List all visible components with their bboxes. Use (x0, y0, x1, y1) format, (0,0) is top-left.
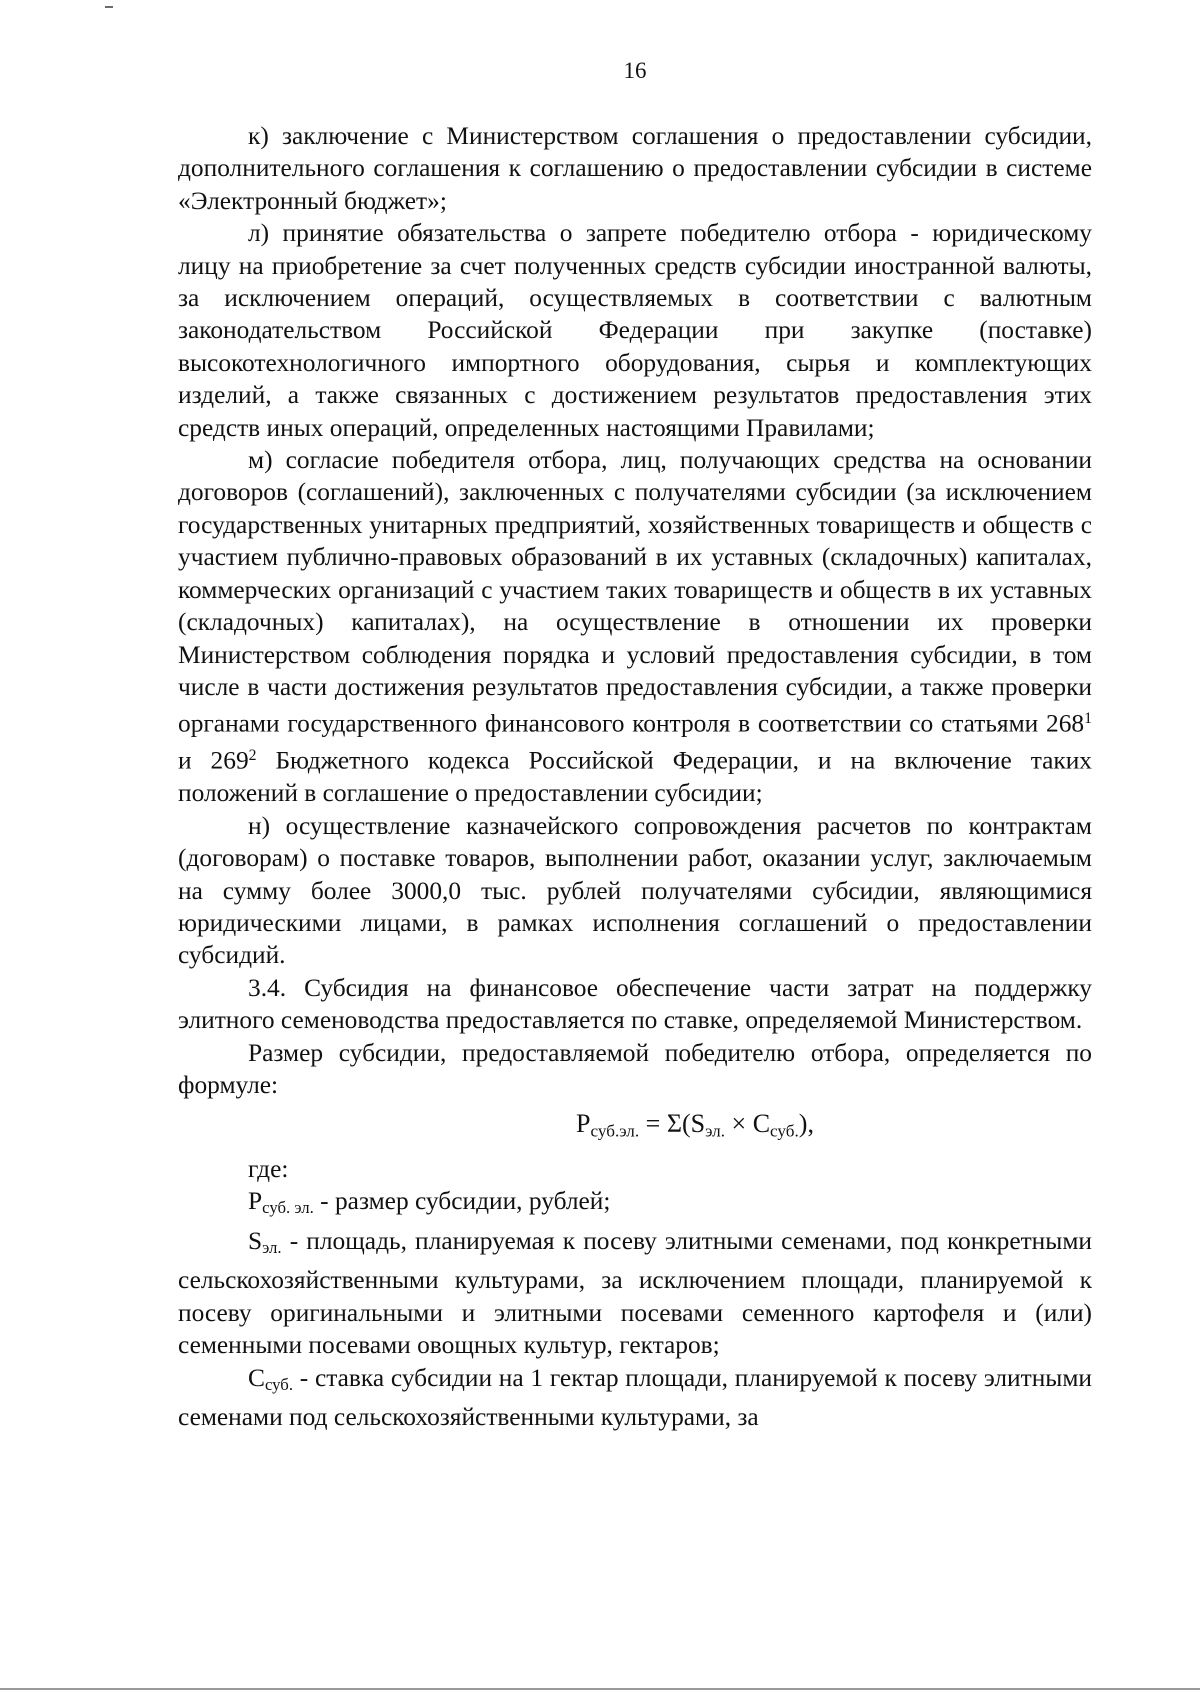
definition-s (178, 1225, 1092, 1362)
formula-equals: = (639, 1108, 667, 1138)
formula-c: C (752, 1108, 771, 1138)
definition-s-text: - площадь, планируемая к посеву элитными семенами, под конкретными сельскохозяйственными культурами, за исключением площади, планируемой к посеву оригинальными и элитными посевами семенного картофеля и (или) семенными посевами овощных культур, гектаров; (178, 1226, 1092, 1360)
paragraph-3-4: 3.4. Субсидия на финансовое обеспечение части затрат на поддержку элитного семеноводства предоставляется по ставке, определяемой Министерством. (178, 973, 1092, 1035)
paragraph-m-text-1: м) согласие победителя отбора, лиц, получающих средства на основании договоров (соглашений), заключенных с получателями субсидии (за исключением государственных унитарных предприятий, хозяйственных товариществ и обществ с участием публично-правовых образований в их уставных (складочных) капиталах, коммерческих организаций с участием таких товариществ и обществ в их уставных (складочных) капиталах), на осуществление в отношении их проверки Министерством соблюдения порядка и условий предоставления субсидии, в том числе в части достижения результатов предоставления субсидии, а также проверки органами государственного финансового контроля в соответствии со статьями (178, 446, 1092, 738)
article-268-superscript: 1 (1084, 710, 1092, 728)
article-269: 269 (210, 747, 249, 776)
page-number: 16 (623, 58, 647, 83)
definition-s-subscript: эл. (262, 1237, 282, 1257)
formula-open-paren: ( (681, 1108, 691, 1138)
definition-p-subscript: суб. эл. (262, 1198, 314, 1218)
conjunction: и (178, 747, 211, 776)
definition-p-symbol: P (248, 1187, 263, 1216)
formula-c-subscript: суб. (770, 1120, 799, 1140)
formula-s: S (690, 1108, 706, 1138)
formula-p-subscript: суб.эл. (590, 1120, 640, 1140)
article-268: 268 (1046, 709, 1085, 738)
formula-p: P (576, 1108, 591, 1138)
paragraph-m (178, 444, 1092, 810)
formula-close-paren: ), (798, 1108, 814, 1138)
document-body (178, 120, 1092, 1434)
paragraph-k: к) заключение с Министерством соглашения о предоставлении субсидии, дополнительного соглашения к соглашению о предоставлении субсидии в системе «Электронный бюджет»; (178, 122, 1092, 215)
paragraph-subsidy-size: Размер субсидии, предоставляемой победителю отбора, определяется по формуле: (178, 1038, 1092, 1100)
definition-c-symbol: C (248, 1363, 265, 1392)
paragraph-n: н) осуществление казначейского сопровождения расчетов по контрактам (договорам) о поставке товаров, выполнении работ, оказании услуг, заключаемым на сумму более 3000,0 тыс. рублей получателями субсидии, являющимися юридическими лицами, в рамках исполнения соглашений о предоставлении субсидий. (178, 811, 1092, 970)
paragraph-m-text-2: Бюджетного кодекса Российской Федерации, и на включение таких положений в соглашение о предоставлении субсидии; (178, 747, 1093, 808)
definition-p (178, 1185, 1092, 1225)
definition-p-text: - размер субсидии, рублей; (313, 1187, 611, 1216)
subsidy-formula (178, 1106, 1092, 1149)
formula-times: × (725, 1108, 753, 1138)
definition-c-subscript: суб. (264, 1374, 294, 1394)
definition-c (178, 1362, 1092, 1434)
paragraph-l: л) принятие обязательства о запрете победителю отбора - юридическому лицу на приобретение за счет полученных средств субсидии иностранной валюты, за исключением операций, осуществляемых в соответствии с валютным законодательством Российской Федерации при закупке (поставке) высокотехнологичного импортного оборудования, сырья и комплектующих изделий, а также связанных с достижением результатов предоставления этих средств иных операций, определенных настоящими Правилами; (178, 219, 1092, 442)
where-label: где: (248, 1154, 289, 1183)
definition-s-symbol: S (248, 1226, 263, 1255)
formula-sigma: Σ (666, 1108, 682, 1138)
scan-edge-line (0, 1688, 1200, 1690)
definition-c-text: - ставка субсидии на 1 гектар площади, планируемой к посеву элитными семенами под сельскохозяйственными культурами, за (178, 1363, 1092, 1432)
formula-s-subscript: эл. (705, 1120, 726, 1140)
article-269-superscript: 2 (248, 747, 257, 765)
scan-mark (105, 6, 113, 8)
